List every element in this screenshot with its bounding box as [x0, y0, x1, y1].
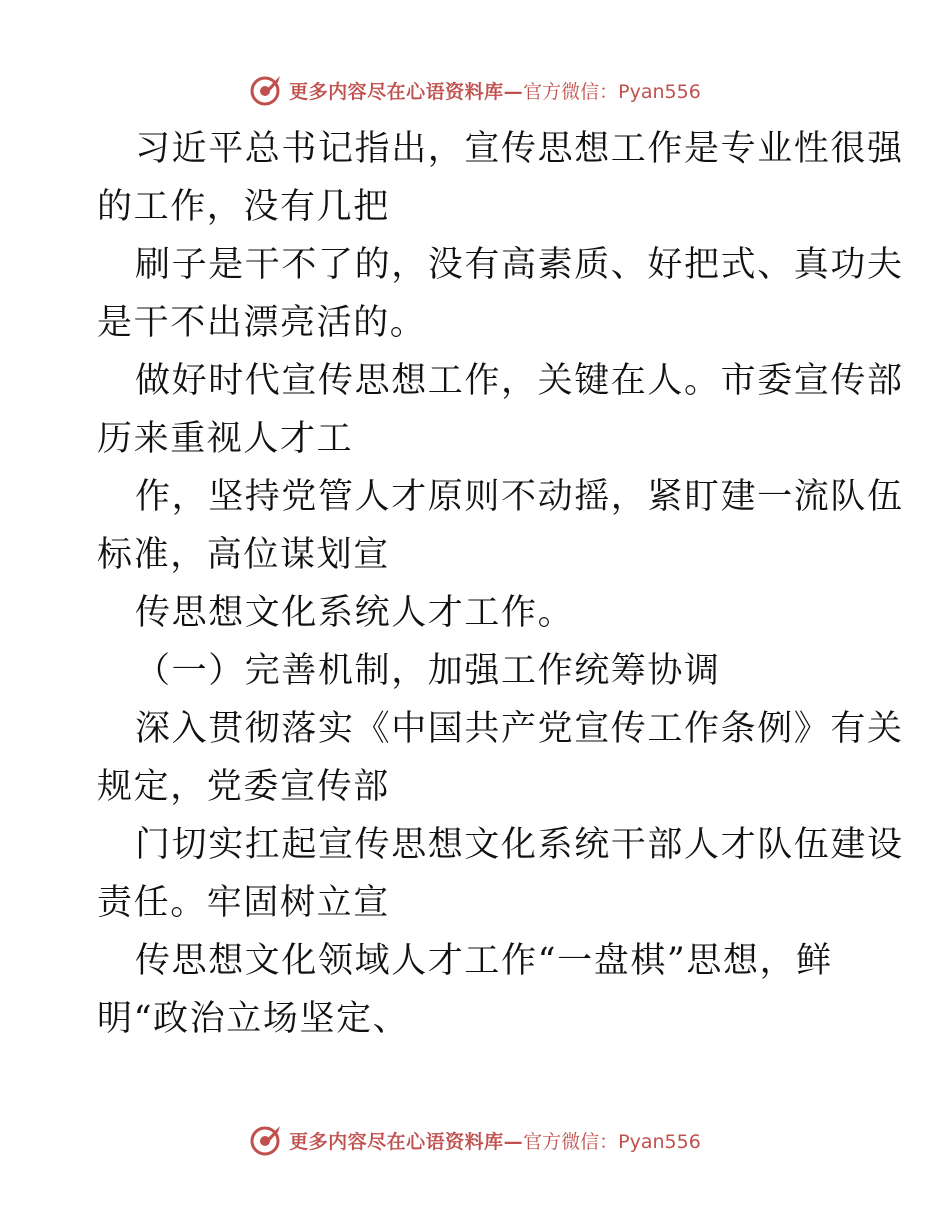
paragraph-line: 习近平总书记指出，宣传思想工作是专业性很强: [135, 129, 904, 169]
paragraph-line: 传思想文化领域人才工作“一盘棋”思想，鲜: [135, 941, 833, 981]
paragraph-line: 作，坚持党管人才原则不动摇，紧盯建一流队伍: [135, 477, 904, 517]
quill-logo-icon: [249, 1123, 283, 1157]
paragraph-line: 刷子是干不了的，没有高素质、好把式、真功夫: [135, 245, 904, 285]
footer-watermark: [0, 1120, 950, 1160]
watermark-text: 更多内容尽在心语资料库—: [289, 80, 524, 103]
paragraph-line: 做好时代宣传思想工作，关键在人。市委宣传部: [135, 361, 904, 401]
paragraph-line: 标准，高位谋划宣: [97, 535, 390, 575]
header-watermark: [0, 70, 950, 110]
paragraph-line: 传思想文化系统人才工作。: [135, 593, 575, 633]
paragraph-line: 历来重视人才工: [97, 419, 354, 459]
paragraph-line: 深入贯彻落实《中国共产党宣传工作条例》有关: [135, 709, 904, 749]
paragraph-line: 责任。牢固树立宣: [97, 883, 390, 923]
paragraph-line: 明“政治立场坚定、: [97, 999, 410, 1039]
paragraph-line: 门切实扛起宣传思想文化系统干部人才队伍建设: [135, 825, 904, 865]
quill-logo-icon: [249, 73, 283, 107]
watermark-text: 更多内容尽在心语资料库—: [289, 1130, 524, 1153]
document-body: [97, 120, 904, 1048]
paragraph-line: 是干不出漂亮活的。: [97, 303, 427, 343]
section-heading: （一）完善机制，加强工作统筹协调: [135, 651, 721, 691]
watermark-wechat: 官方微信：Pyan556: [523, 1130, 701, 1153]
paragraph-line: 的工作，没有几把: [97, 187, 390, 227]
watermark-wechat: 官方微信：Pyan556: [523, 80, 701, 103]
paragraph-line: 规定，党委宣传部: [97, 767, 390, 807]
